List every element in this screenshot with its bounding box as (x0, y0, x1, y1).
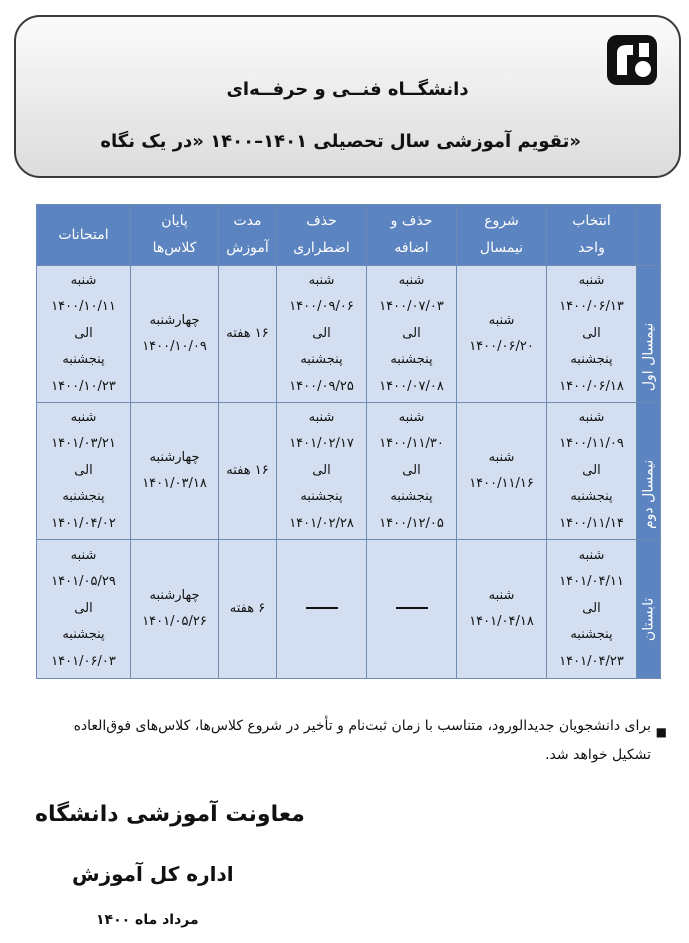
cell-start: شنبه ۱۴۰۰/۰۶/۲۰ (457, 266, 547, 403)
row-label: نیمسال اول (637, 266, 661, 403)
col-header-duration: مدت آموزش (219, 205, 277, 266)
col-header-start: شروع نیمسال (457, 205, 547, 266)
signature-deputy: معاونت آموزشی دانشگاه (35, 802, 305, 827)
cell-start: شنبه ۱۴۰۰/۱۱/۱۶ (457, 403, 547, 540)
cell-selection: شنبه ۱۴۰۰/۰۶/۱۳ الی پنجشنبه ۱۴۰۰/۰۶/۱۸ (547, 266, 637, 403)
col-header-emergency-drop: حذف اضطراری (277, 205, 367, 266)
table-row (37, 540, 661, 679)
cell-start: شنبه ۱۴۰۱/۰۴/۱۸ (457, 540, 547, 679)
row-label: نیمسال دوم (637, 403, 661, 540)
table-row (37, 266, 661, 403)
col-header-classes-end: پایان کلاس‌ها (131, 205, 219, 266)
cell-emergency-drop (277, 540, 367, 679)
table-header-row (37, 205, 661, 266)
row-label: تابستان (637, 540, 661, 679)
cell-emergency-drop: شنبه ۱۴۰۰/۰۹/۰۶ الی پنجشنبه ۱۴۰۰/۰۹/۲۵ (277, 266, 367, 403)
cell-duration: ۱۶ هفته (219, 403, 277, 540)
empty-dash (396, 607, 428, 609)
col-header-selection: انتخاب واحد (547, 205, 637, 266)
cell-add-drop: شنبه ۱۴۰۰/۱۱/۳۰ الی پنجشنبه ۱۴۰۰/۱۲/۰۵ (367, 403, 457, 540)
signature-office: اداره کل آموزش (72, 862, 234, 886)
cell-add-drop: شنبه ۱۴۰۰/۰۷/۰۳ الی پنجشنبه ۱۴۰۰/۰۷/۰۸ (367, 266, 457, 403)
col-header-exams: امتحانات (37, 205, 131, 266)
table-row (37, 403, 661, 540)
bullet-icon: ■ (655, 725, 667, 739)
header-box (14, 15, 681, 178)
col-header-add-drop: حذف و اضافه (367, 205, 457, 266)
cell-classes-end: چهارشنبه ۱۴۰۱/۰۳/۱۸ (131, 403, 219, 540)
cell-exams: شنبه ۱۴۰۰/۱۰/۱۱ الی پنجشنبه ۱۴۰۰/۱۰/۲۳ (37, 266, 131, 403)
note-text: برای دانشجویان جدیدالورود، متناسب با زمان ثبت‌نام و تأخیر در شروع کلاس‌ها، کلاس‌های فوق‌العاده تشکیل خواهد شد. (73, 718, 651, 763)
cell-selection: شنبه ۱۴۰۱/۰۴/۱۱ الی پنجشنبه ۱۴۰۱/۰۴/۲۳ (547, 540, 637, 679)
cell-duration: ۱۶ هفته (219, 266, 277, 403)
signature-date: مرداد ماه ۱۴۰۰ (96, 912, 199, 928)
empty-dash (306, 607, 338, 609)
cell-emergency-drop: شنبه ۱۴۰۱/۰۲/۱۷ الی پنجشنبه ۱۴۰۱/۰۲/۲۸ (277, 403, 367, 540)
note-paragraph (37, 712, 667, 770)
cell-classes-end: چهارشنبه ۱۴۰۰/۱۰/۰۹ (131, 266, 219, 403)
corner-cell (637, 205, 661, 266)
cell-selection: شنبه ۱۴۰۰/۱۱/۰۹ الی پنجشنبه ۱۴۰۰/۱۱/۱۴ (547, 403, 637, 540)
cell-exams: شنبه ۱۴۰۱/۰۵/۲۹ الی پنجشنبه ۱۴۰۱/۰۶/۰۳ (37, 540, 131, 679)
cell-add-drop (367, 540, 457, 679)
calendar-table (36, 204, 661, 679)
cell-duration: ۶ هفته (219, 540, 277, 679)
header-title: دانشگــاه فنــی و حرفــه‌ای (226, 79, 469, 100)
header-subtitle: تقویم آموزشی سال تحصیلی ۱۴۰۱–۱۴۰۰ «در یک نگاه» (100, 131, 581, 152)
cell-exams: شنبه ۱۴۰۱/۰۳/۲۱ الی پنجشنبه ۱۴۰۱/۰۴/۰۲ (37, 403, 131, 540)
cell-classes-end: چهارشنبه ۱۴۰۱/۰۵/۲۶ (131, 540, 219, 679)
